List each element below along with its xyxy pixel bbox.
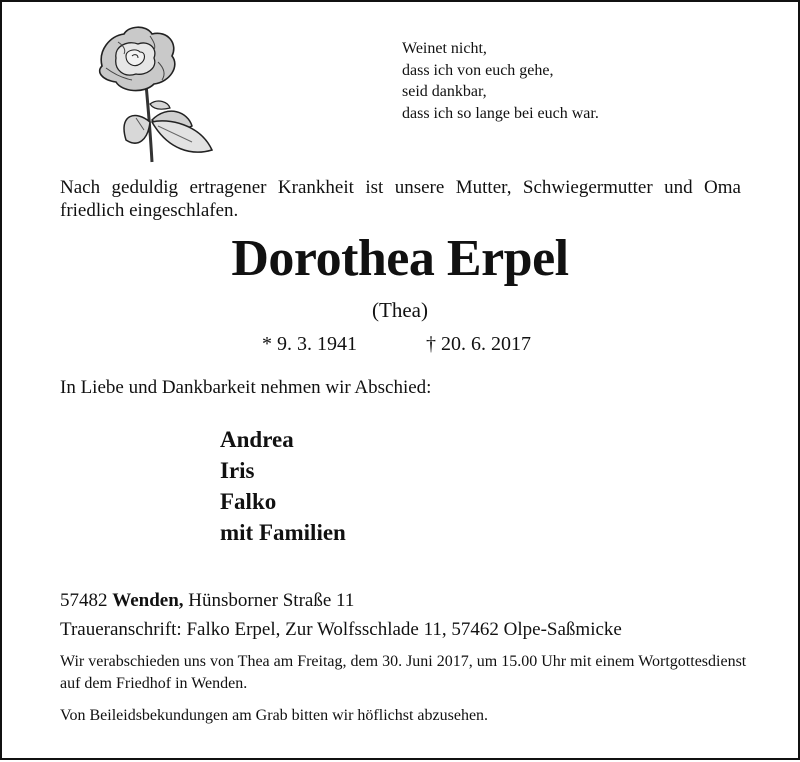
mourners-list	[220, 424, 346, 548]
poem-line: Weinet nicht,	[402, 40, 487, 57]
poem-line: dass ich von euch gehe,	[402, 61, 554, 79]
address-town: Wenden,	[112, 590, 184, 611]
mourner-name: Andrea	[220, 427, 294, 452]
mourner-name: Iris	[220, 458, 255, 483]
poem	[402, 38, 599, 124]
farewell-text: In Liebe und Dankbarkeit nehmen wir Abschied:	[60, 377, 432, 398]
poem-line: seid dankbar,	[402, 83, 487, 100]
intro-text: Nach geduldig ertragener Krankheit ist unsere Mutter, Schwiegermutter und Oma friedlich eingeschlafen.	[60, 177, 741, 221]
deceased-name: Dorothea Erpel	[231, 230, 569, 287]
mourner-name: Falko	[220, 489, 277, 514]
poem-line: dass ich so lange bei euch war.	[402, 104, 599, 122]
condolence-note: Von Beileidsbekundungen am Grab bitten wir höflichst abzusehen.	[60, 707, 489, 724]
deceased-nickname: (Thea)	[372, 298, 428, 322]
address-zip: 57482	[60, 590, 108, 611]
service-note: Wir verabschieden uns von Thea am Freitag, dem 30. Juni 2017, um 15.00 Uhr mit einem Wortgottesdienst auf dem Friedhof in Wenden.	[60, 653, 747, 692]
mourning-address: Traueranschrift: Falko Erpel, Zur Wolfsschlade 11, 57462 Olpe-Saßmicke	[60, 619, 622, 640]
mourner-name: mit Familien	[220, 520, 346, 545]
rose-icon	[88, 22, 220, 164]
address-street: Hünsborner Straße 11	[188, 590, 355, 611]
birth-date: * 9. 3. 1941	[262, 333, 357, 355]
death-date: † 20. 6. 2017	[426, 333, 531, 355]
residence-address	[60, 588, 354, 614]
